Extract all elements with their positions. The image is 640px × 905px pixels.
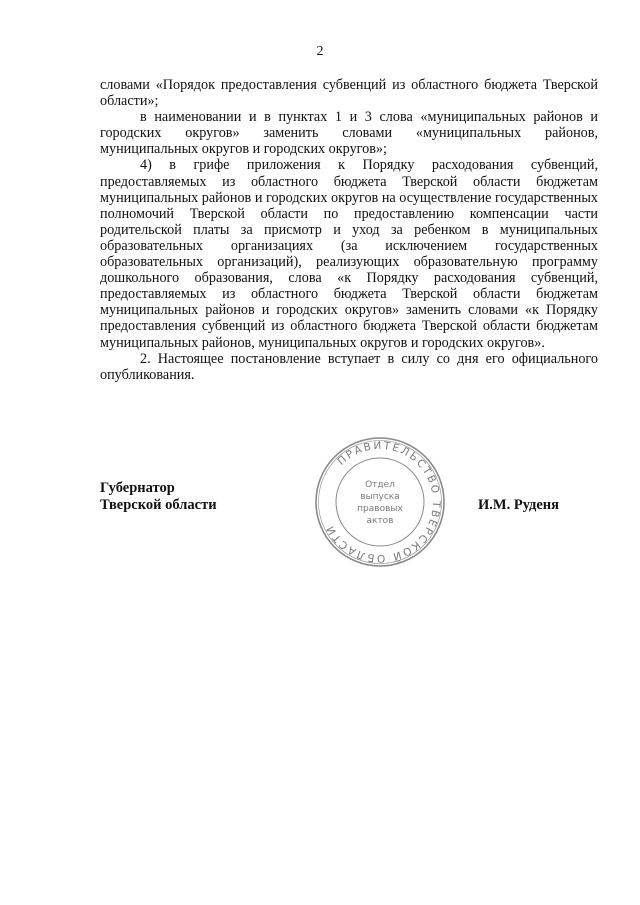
seal-ring-textpath: ПРАВИТЕЛЬСТВО ТВЕРСКОЙ ОБЛАСТИ	[323, 439, 443, 565]
paragraph-continuation: словами «Порядок предоставления субвенций из областного бюджета Тверской области»;	[100, 77, 598, 110]
seal-center-line4: актов	[366, 516, 394, 526]
seal-center-line3: правовых	[357, 504, 403, 514]
signature-title	[100, 480, 217, 514]
official-seal-stamp	[313, 435, 447, 569]
signature-title-line2: Тверской области	[100, 497, 217, 513]
seal-inner-ring	[336, 458, 424, 546]
seal-outer-ring	[316, 438, 444, 566]
paragraph-amendment-title: в наименовании и в пунктах 1 и 3 слова «муниципальных районов и городских округов» заменить словами «муниципальных районов, муниципальных округов и городских округов»;	[100, 109, 598, 158]
signature-name: И.М. Руденя	[478, 497, 560, 513]
document-body	[100, 77, 598, 383]
paragraph-amendment-appendix: 4) в грифе приложения к Порядку расходования субвенций, предоставляемых из областного бюджета Тверской области бюджетам муниципальных районов и городских округов на осуществление государственных полномочий Тверской области по предоставлению компенсации части родительской платы за присмотр и уход за ребенком в муниципальных образовательных организациях (за исключением государственных образовательных организаций), реализующих образовательную программу дошкольного образования, слова «к Порядку расходования субвенций, предоставляемых из областного бюджета Тверской области бюджетам муниципальных районов и городских округов» заменить словами «к Порядку предоставления субвенций из областного бюджета Тверской области бюджетам муниципальных районов, муниципальных округов и городских округов».	[100, 157, 598, 351]
seal-center-line2: выпуска	[360, 492, 400, 502]
signature-title-line1: Губернатор	[100, 480, 175, 496]
page-number: 2	[316, 44, 324, 59]
seal-center-line1: Отдел	[365, 480, 395, 490]
paragraph-effective-date: 2. Настоящее постановление вступает в силу со дня его официального опубликования.	[100, 350, 598, 383]
